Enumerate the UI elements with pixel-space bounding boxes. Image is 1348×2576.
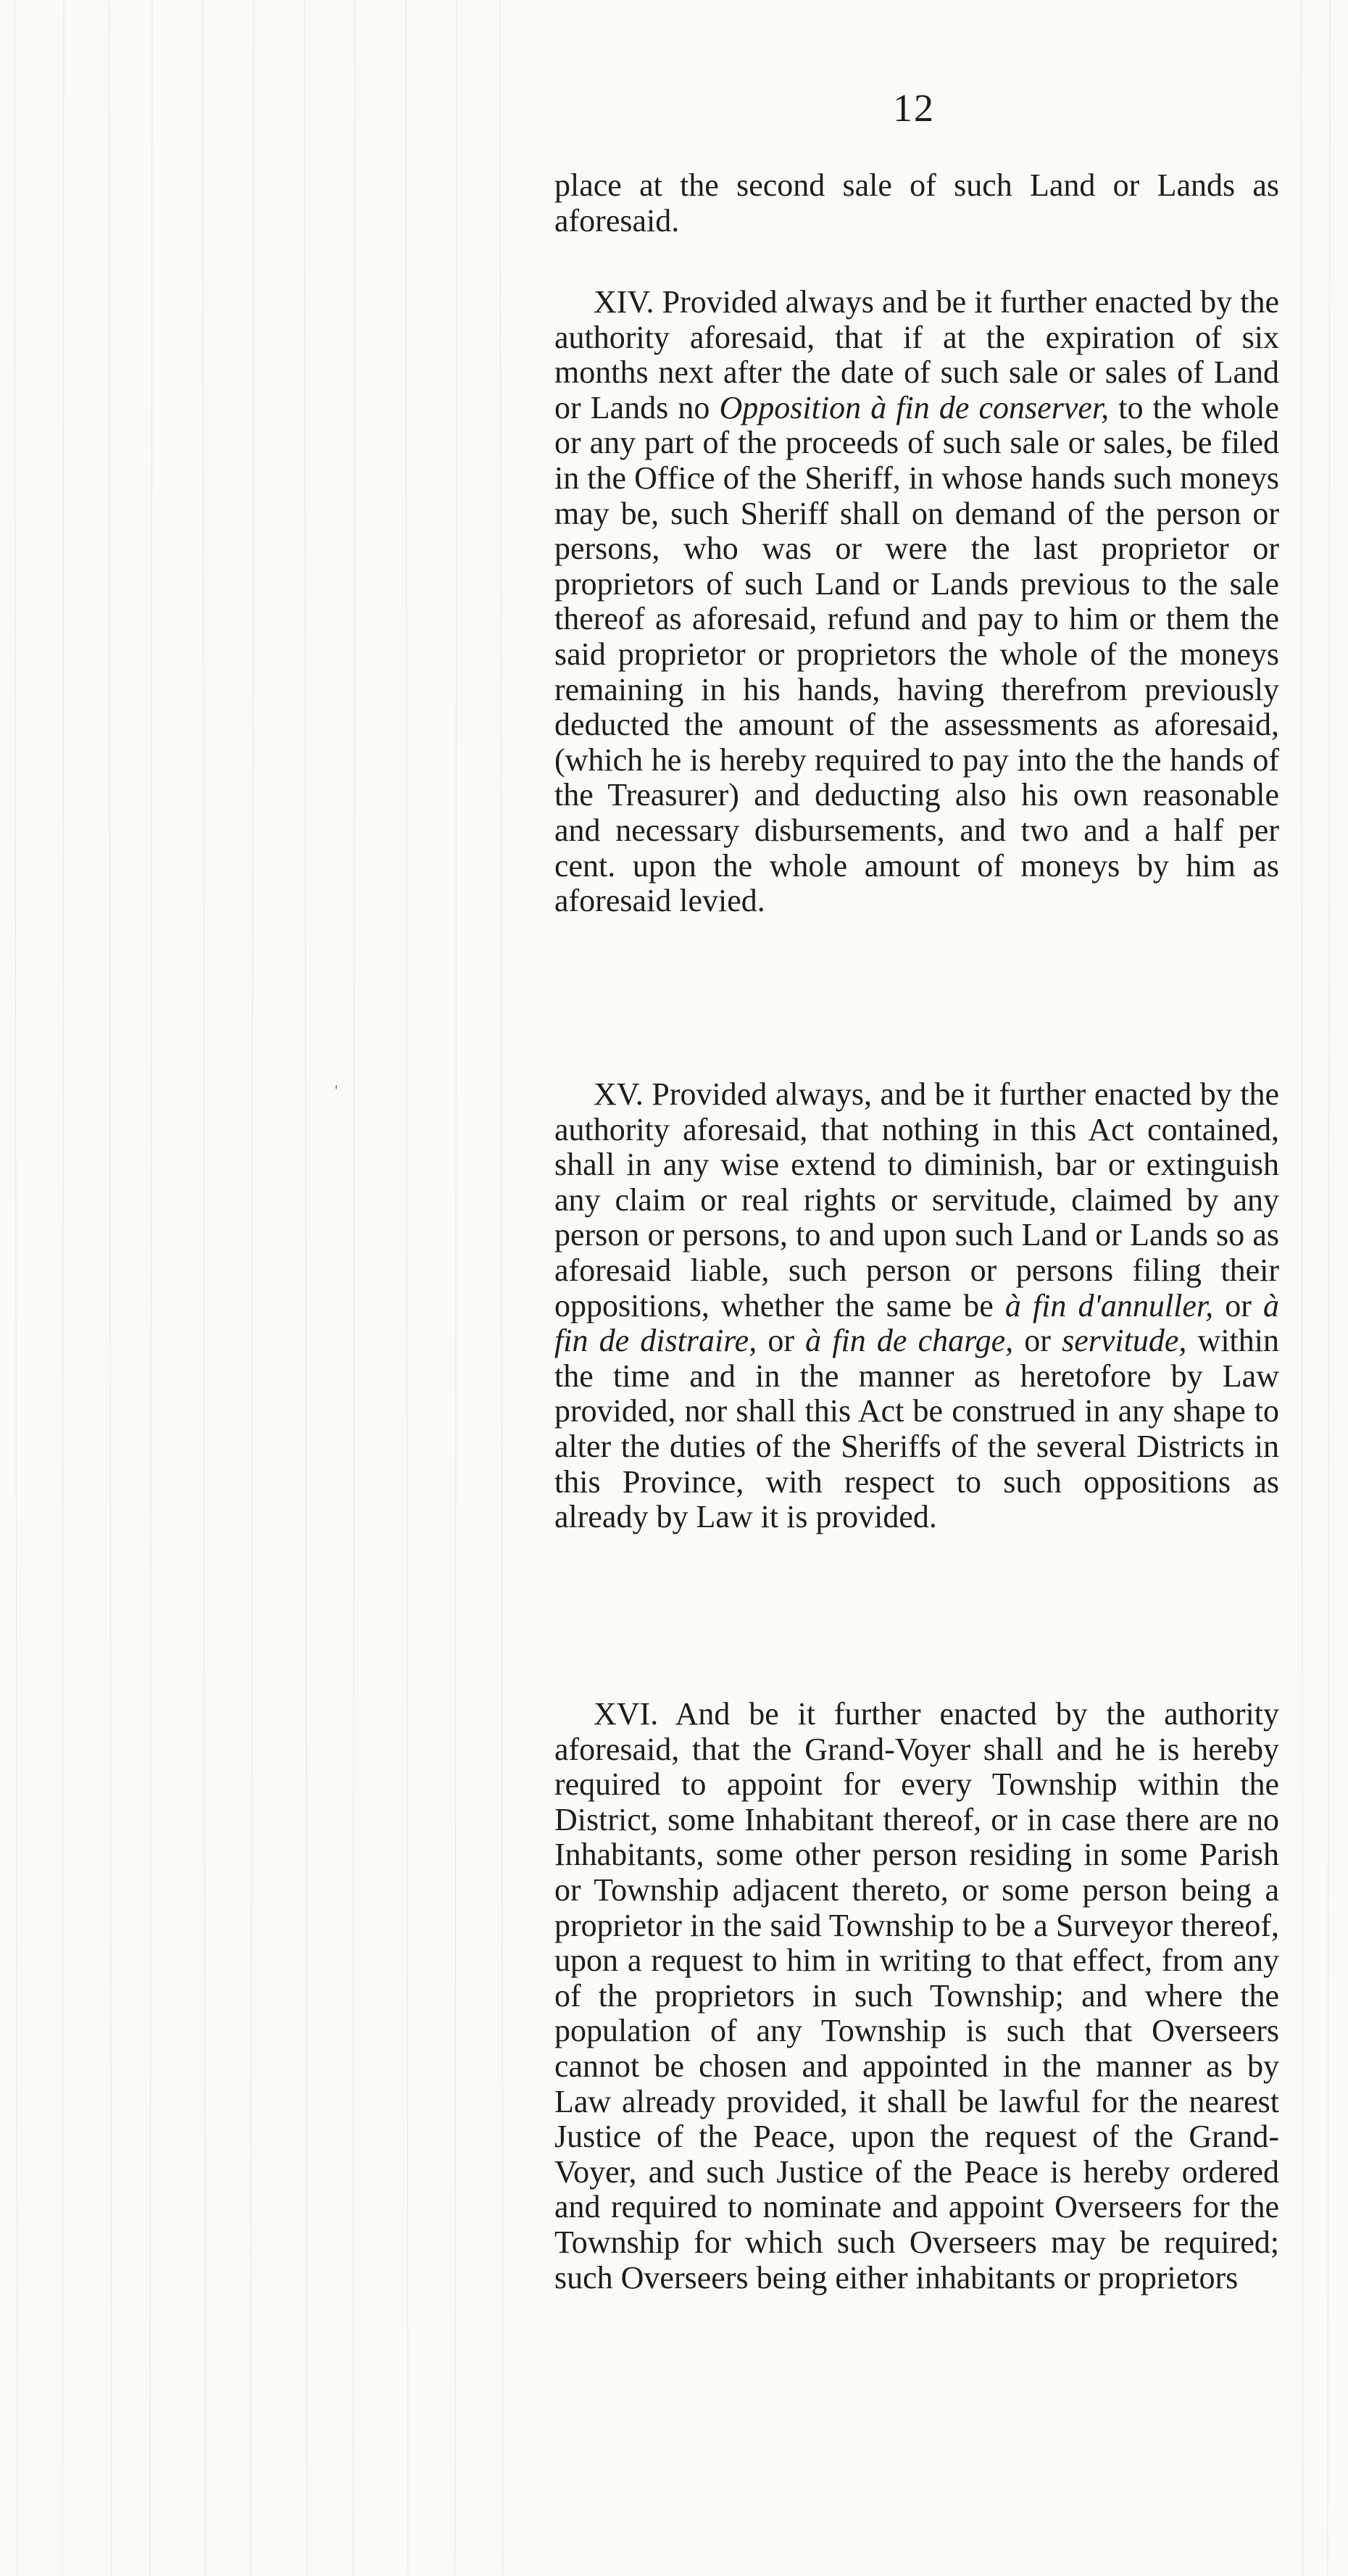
italic-term: servitude, [1062,1323,1187,1359]
section-numeral: XIV. [594,284,654,320]
margin-tick: ' [335,1081,338,1100]
section-xv [554,1077,1279,1535]
section-text: or [757,1323,806,1359]
section-text: Provided always and be it further enacted by the authority aforesaid, that if at the expiration of six months next after the date of such sale or sales of Land or Lands no [554,284,1279,425]
section-text: to the whole or any part of the proceeds of such sale or sales, be filed in the Office of the Sheriff, in whose hands such moneys may be, such Sheriff shall on demand of the person or persons, who was or were the last proprietor or proprietors of such Land or Lands previous to the sale thereof as aforesaid, refund and pay to him or them the said proprietor or proprietors the whole of the moneys remaining in his hands, having therefrom previously deducted the amount of the assessments as aforesaid, (which he is hereby required to pay into the the hands of the Treasurer) and deducting also his own reasonable and necessary disbursements, and two and a half per cent. upon the whole amount of moneys by him as aforesaid levied. [554,389,1280,919]
section-text: or [1213,1287,1263,1324]
italic-term: Opposition à fin de conserver, [719,389,1110,425]
section-numeral: XV. [594,1076,644,1112]
section-numeral: XVI. [594,1696,659,1732]
page-number: 12 [893,86,935,130]
section-xvi [554,1697,1279,2295]
section-xvi-paragraph [554,1697,1279,2295]
italic-term: à fin d'annuller, [1004,1287,1214,1324]
continuation-paragraph [554,168,1279,238]
section-text: or [1013,1323,1062,1359]
section-xiv-paragraph [554,285,1279,919]
section-text: And be it further enacted by the authority aforesaid, that the Grand-Voyer shall and he is hereby required to appoint for every Township within the District, some Inhabitant thereof, or in case there are no Inhabitants, some other person residing in some Parish or Township adjacent thereto, or some person being a proprietor in the said Township to be a Surveyor thereof, upon a request to him in writing to that effect, from any of the proprietors in such Township; and where the population of any Township is such that Overseers cannot be chosen and appointed in the manner as by Law already provided, it shall be lawful for the nearest Justice of the Peace, upon the request of the Grand-Voyer, and such Justice of the Peace is hereby ordered and required to nominate and appoint Overseers for the Township for which such Overseers may be required; such Overseers being either inhabitants or proprietors [554,1696,1279,2295]
section-text: within the time and in the manner as heretofore by Law provided, nor shall this Act be construed in any shape to alter the duties of the Sheriffs of the several Districts in this Province, with respect to such oppositions as already by Law it is provided. [554,1323,1280,1535]
section-xv-paragraph [554,1077,1279,1535]
continuation-text: place at the second sale of such Land or Lands as aforesaid. [554,167,1279,238]
italic-term: à fin de charge, [805,1323,1014,1359]
italic-term: à fin de distraire, [554,1287,1279,1359]
section-xiv [554,285,1279,919]
section-text: Provided always, and be it further enacted by the authority aforesaid, that nothing in this Act contained, shall in any wise extend to diminish, bar or extinguish any claim or real rights or servitude, claimed by any person or persons, to and upon such Land or Lands so as aforesaid liable, such person or persons filing their oppositions, whether the same be [554,1076,1279,1324]
